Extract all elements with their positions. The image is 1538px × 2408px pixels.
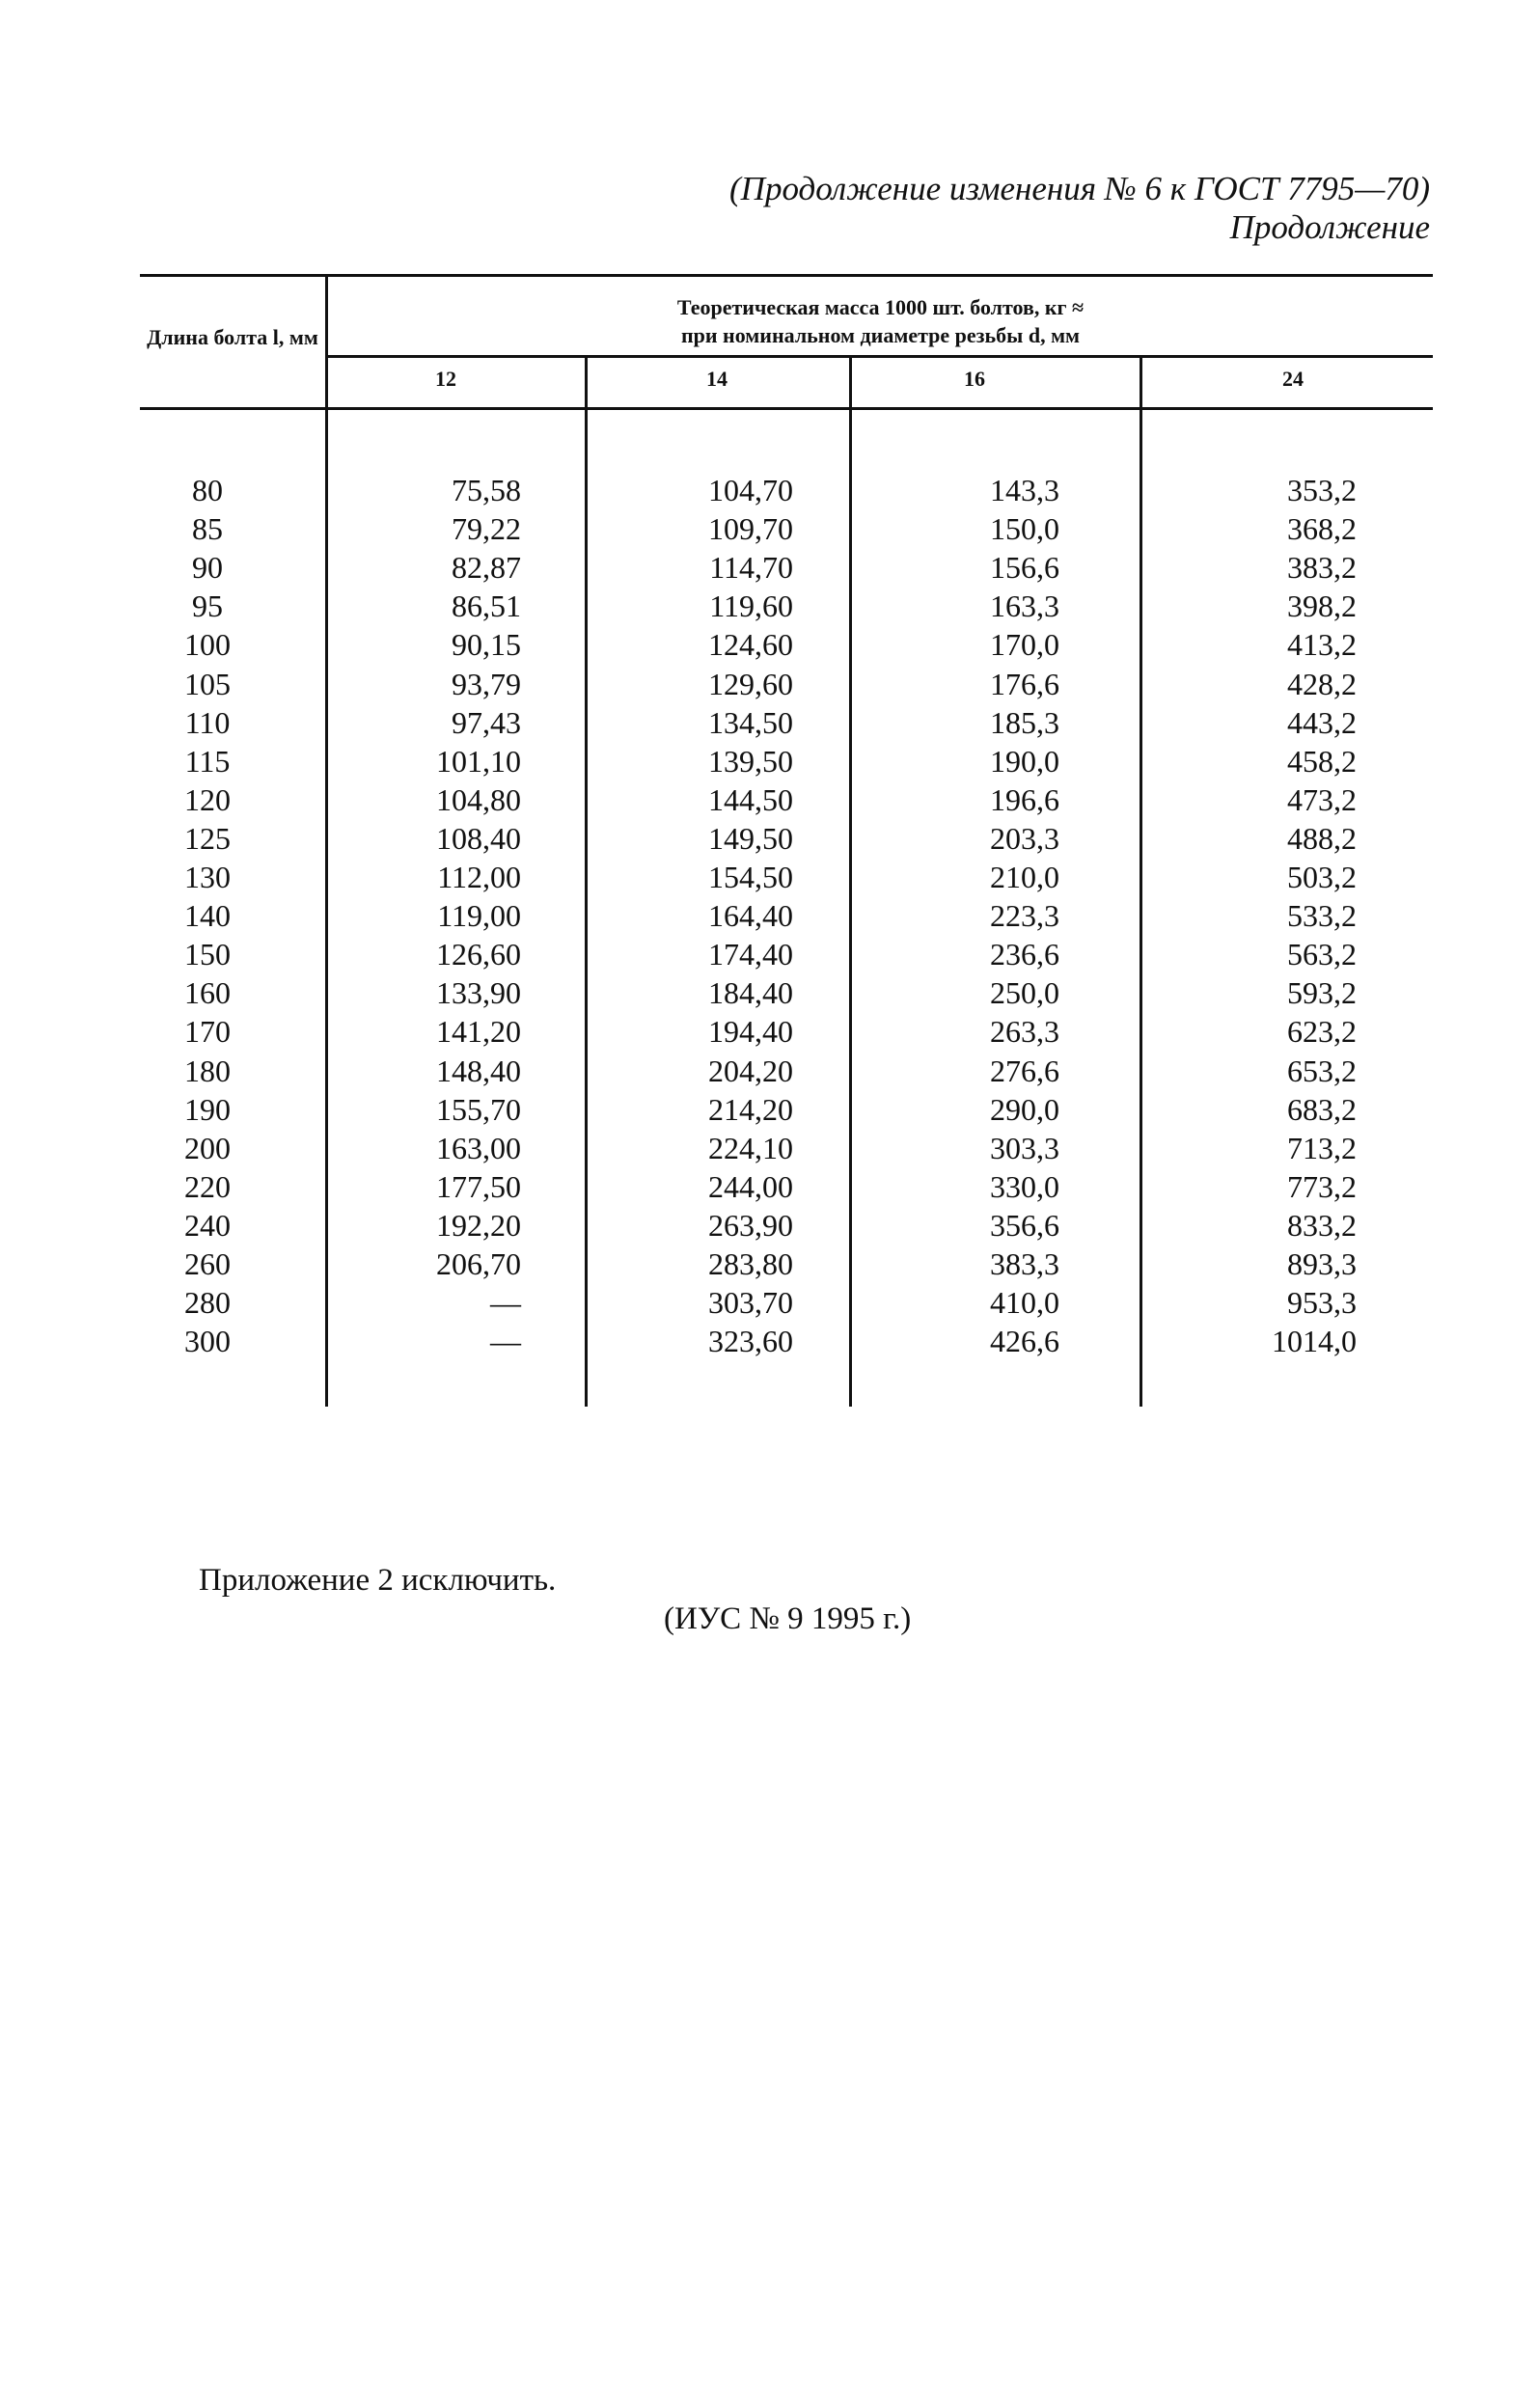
mass-value-cell: 97,43	[452, 705, 521, 740]
mass-value-cell: 263,3	[990, 1014, 1059, 1049]
row-header: Длина болта l, мм	[147, 325, 318, 349]
mass-value-cell: 473,2	[1287, 782, 1357, 817]
mass-value-cell: 683,2	[1287, 1092, 1357, 1127]
bolt-length-cell: 240	[184, 1208, 231, 1243]
bolt-length-cell: 100	[184, 627, 231, 662]
bolt-length-cell: 170	[184, 1014, 231, 1049]
mass-value-cell: 109,70	[708, 511, 793, 546]
mass-value-cell: 156,6	[990, 550, 1059, 585]
mass-value-cell: 203,3	[990, 821, 1059, 856]
mass-value-cell: 101,10	[436, 744, 521, 779]
mass-value-cell: 119,60	[709, 588, 793, 623]
mass-value-cell: 563,2	[1287, 937, 1357, 971]
column-header-14: 14	[706, 367, 728, 391]
bolt-length-cell: 150	[184, 937, 231, 971]
mass-value-cell: 192,20	[436, 1208, 521, 1243]
column-header-16: 16	[964, 367, 985, 391]
bolt-length-cell: 280	[184, 1285, 231, 1320]
bolt-length-cell: 120	[184, 782, 231, 817]
bolt-length-cell: 190	[184, 1092, 231, 1127]
bolt-length-cell: 80	[192, 473, 223, 507]
column-header-rule	[326, 355, 1433, 358]
bolt-length-cell: 160	[184, 975, 231, 1010]
mass-value-cell: 163,3	[990, 588, 1059, 623]
column-header-24: 24	[1282, 367, 1304, 391]
mass-value-cell: 154,50	[708, 860, 793, 894]
bolt-length-cell: 85	[192, 511, 223, 546]
column-divider	[849, 355, 852, 1407]
column-divider	[325, 274, 328, 1407]
bolt-length-cell: 110	[184, 705, 231, 740]
mass-value-cell: 176,6	[990, 667, 1059, 701]
mass-value-cell: 104,70	[708, 473, 793, 507]
mass-value-cell: 503,2	[1287, 860, 1357, 894]
mass-value-cell: 196,6	[990, 782, 1059, 817]
mass-value-cell: 163,00	[436, 1131, 521, 1165]
group-header-line1: Теоретическая масса 1000 шт. болтов, кг ≈	[676, 295, 1085, 319]
mass-value-cell: 773,2	[1287, 1169, 1357, 1204]
mass-value-cell: 323,60	[708, 1324, 793, 1358]
mass-value-cell: 263,90	[708, 1208, 793, 1243]
mass-value-cell: 143,3	[990, 473, 1059, 507]
column-divider	[1140, 355, 1142, 1407]
mass-value-cell: 86,51	[452, 588, 521, 623]
source-reference: (ИУС № 9 1995 г.)	[664, 1601, 912, 1636]
mass-value-cell: 126,60	[436, 937, 521, 971]
mass-value-cell: —	[490, 1324, 521, 1358]
bolt-length-cell: 200	[184, 1131, 231, 1165]
bolt-length-cell: 125	[184, 821, 231, 856]
mass-value-cell: 79,22	[452, 511, 521, 546]
mass-value-cell: 236,6	[990, 937, 1059, 971]
mass-value-cell: 353,2	[1287, 473, 1357, 507]
bolt-length-cell: 130	[184, 860, 231, 894]
mass-value-cell: 458,2	[1287, 744, 1357, 779]
mass-value-cell: 204,20	[708, 1054, 793, 1088]
appendix-note: Приложение 2 исключить.	[199, 1563, 557, 1598]
mass-value-cell: 893,3	[1287, 1246, 1357, 1281]
header-bottom-rule	[140, 407, 1433, 410]
mass-value-cell: 303,3	[990, 1131, 1059, 1165]
mass-value-cell: 210,0	[990, 860, 1059, 894]
mass-value-cell: 104,80	[436, 782, 521, 817]
mass-value-cell: 953,3	[1287, 1285, 1357, 1320]
mass-value-cell: 214,20	[708, 1092, 793, 1127]
mass-value-cell: 185,3	[990, 705, 1059, 740]
column-divider	[585, 355, 588, 1407]
continuation-title: (Продолжение изменения № 6 к ГОСТ 7795—70)	[729, 170, 1430, 207]
mass-value-cell: 224,10	[708, 1131, 793, 1165]
mass-value-cell: 134,50	[708, 705, 793, 740]
bolt-length-cell: 105	[184, 667, 231, 701]
bolt-length-cell: 95	[192, 588, 223, 623]
bolt-length-cell: 220	[184, 1169, 231, 1204]
mass-value-cell: —	[490, 1285, 521, 1320]
mass-value-cell: 184,40	[708, 975, 793, 1010]
mass-value-cell: 623,2	[1287, 1014, 1357, 1049]
mass-value-cell: 223,3	[990, 898, 1059, 933]
column-header-12: 12	[435, 367, 456, 391]
mass-value-cell: 155,70	[436, 1092, 521, 1127]
mass-value-cell: 170,0	[990, 627, 1059, 662]
mass-value-cell: 174,40	[708, 937, 793, 971]
mass-value-cell: 150,0	[990, 511, 1059, 546]
mass-value-cell: 713,2	[1287, 1131, 1357, 1165]
mass-value-cell: 114,70	[709, 550, 793, 585]
mass-value-cell: 1014,0	[1272, 1324, 1357, 1358]
mass-value-cell: 149,50	[708, 821, 793, 856]
mass-value-cell: 653,2	[1287, 1054, 1357, 1088]
mass-value-cell: 194,40	[708, 1014, 793, 1049]
mass-value-cell: 443,2	[1287, 705, 1357, 740]
bolt-length-cell: 90	[192, 550, 223, 585]
mass-value-cell: 383,3	[990, 1246, 1059, 1281]
mass-value-cell: 141,20	[436, 1014, 521, 1049]
mass-value-cell: 290,0	[990, 1092, 1059, 1127]
bolt-length-cell: 260	[184, 1246, 231, 1281]
bolt-length-cell: 115	[184, 744, 231, 779]
mass-value-cell: 190,0	[990, 744, 1059, 779]
bolt-length-cell: 140	[184, 898, 231, 933]
continuation-subtitle: Продолжение	[1229, 208, 1430, 246]
mass-value-cell: 356,6	[990, 1208, 1059, 1243]
mass-value-cell: 108,40	[436, 821, 521, 856]
mass-value-cell: 330,0	[990, 1169, 1059, 1204]
mass-value-cell: 112,00	[437, 860, 521, 894]
mass-value-cell: 82,87	[452, 550, 521, 585]
mass-value-cell: 426,6	[990, 1324, 1059, 1358]
mass-value-cell: 383,2	[1287, 550, 1357, 585]
mass-value-cell: 398,2	[1287, 588, 1357, 623]
mass-value-cell: 283,80	[708, 1246, 793, 1281]
mass-value-cell: 164,40	[708, 898, 793, 933]
mass-value-cell: 119,00	[437, 898, 521, 933]
table-top-rule	[140, 274, 1433, 277]
bolt-length-cell: 300	[184, 1324, 231, 1358]
mass-value-cell: 133,90	[436, 975, 521, 1010]
mass-value-cell: 276,6	[990, 1054, 1059, 1088]
mass-value-cell: 250,0	[990, 975, 1059, 1010]
mass-value-cell: 593,2	[1287, 975, 1357, 1010]
mass-value-cell: 533,2	[1287, 898, 1357, 933]
mass-value-cell: 244,00	[708, 1169, 793, 1204]
group-header-line2: при номинальном диаметре резьбы d, мм	[680, 323, 1081, 347]
mass-value-cell: 206,70	[436, 1246, 521, 1281]
mass-value-cell: 488,2	[1287, 821, 1357, 856]
mass-value-cell: 93,79	[452, 667, 521, 701]
mass-value-cell: 303,70	[708, 1285, 793, 1320]
mass-value-cell: 139,50	[708, 744, 793, 779]
mass-value-cell: 368,2	[1287, 511, 1357, 546]
mass-value-cell: 124,60	[708, 627, 793, 662]
mass-value-cell: 75,58	[452, 473, 521, 507]
mass-value-cell: 177,50	[436, 1169, 521, 1204]
mass-value-cell: 148,40	[436, 1054, 521, 1088]
mass-value-cell: 428,2	[1287, 667, 1357, 701]
mass-value-cell: 833,2	[1287, 1208, 1357, 1243]
mass-value-cell: 90,15	[452, 627, 521, 662]
mass-value-cell: 129,60	[708, 667, 793, 701]
mass-value-cell: 410,0	[990, 1285, 1059, 1320]
bolt-length-cell: 180	[184, 1054, 231, 1088]
mass-value-cell: 144,50	[708, 782, 793, 817]
mass-value-cell: 413,2	[1287, 627, 1357, 662]
